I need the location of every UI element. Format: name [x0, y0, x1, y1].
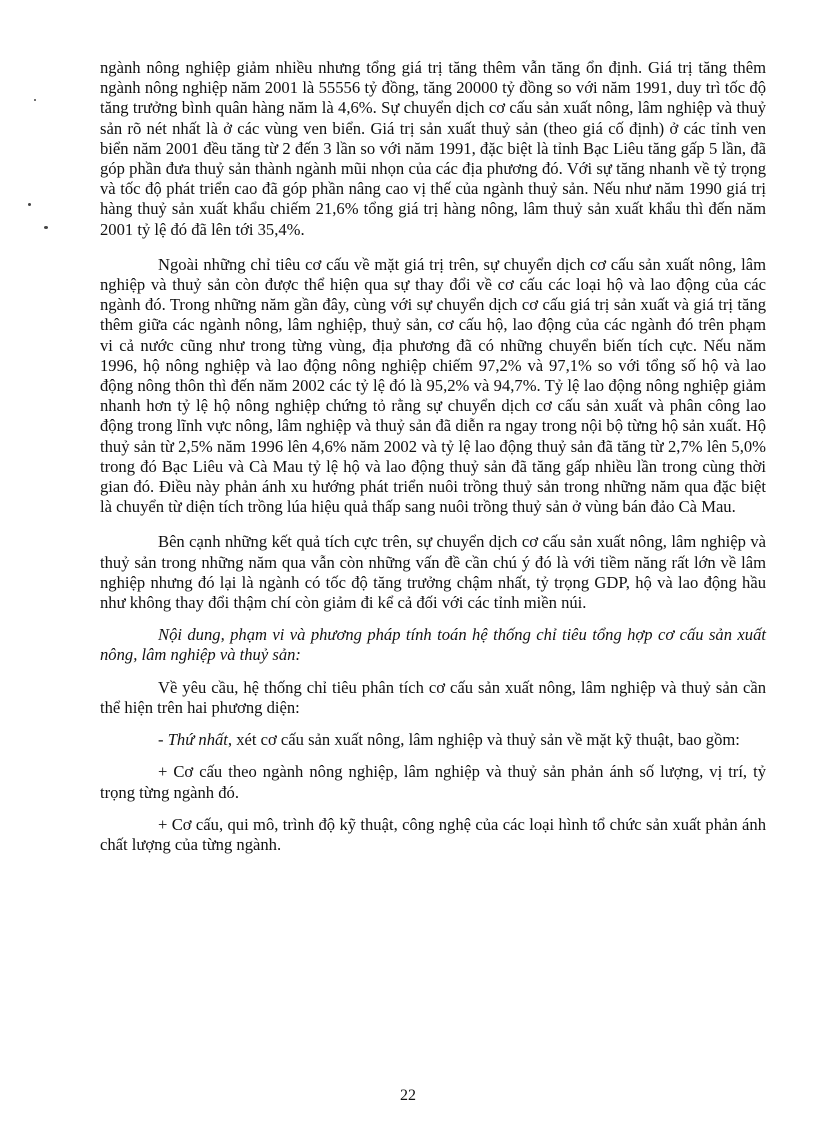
scan-speck: [44, 226, 48, 229]
page-number: 22: [400, 1087, 416, 1104]
scan-speck: [34, 99, 36, 101]
paragraph-6: [100, 730, 766, 750]
list-dash: -: [158, 730, 168, 750]
paragraph-3: Bên cạnh những kết quả tích cực trên, sự chuyển dịch cơ cấu sản xuất nông, lâm nghiệp và thuỷ sản trong những năm qua vẫn còn những vấn đề cần chú ý đó là với tiềm năng rất lớn về lâm nghiệp nhưng đó lại là ngành có tốc độ tăng trưởng chậm nhất, tỷ trọng GDP, hộ và lao động hầu như không thay đổi thậm chí còn giảm đi kể cả đối với các tỉnh miền núi.: [100, 532, 766, 613]
section-heading: Nội dung, phạm vi và phương pháp tính toán hệ thống chỉ tiêu tổng hợp cơ cấu sản xuất nông, lâm nghiệp và thuỷ sản:: [100, 625, 766, 665]
first-point-label: Thứ nhất: [167, 730, 228, 750]
paragraph-2: Ngoài những chỉ tiêu cơ cấu về mặt giá trị trên, sự chuyển dịch cơ cấu sản xuất nông, lâm nghiệp và thuỷ sản còn được thể hiện qua sự thay đổi về cơ cấu các loại hộ và lao động của các ngành đó. Trong những năm gần đây, cùng với sự chuyển dịch cơ cấu giá trị sản xuất và giá trị tăng thêm giữa các ngành nông, lâm nghiệp, thuỷ sản, cơ cấu hộ, lao động của các ngành đó trên phạm vi cả nước cũng như trong từng vùng, địa phương đã có những chuyển biến tích cực. Nếu năm 1996, hộ nông nghiệp và lao động nông nghiệp chiếm 97,2% và 97,1% so với tổng số hộ và lao động nông thôn thì đến năm 2002 các tỷ lệ đó là 95,2% và 94,7%. Tỷ lệ lao động nông nghiệp giảm nhanh hơn tỷ lệ hộ nông nghiệp chứng tỏ rằng sự chuyển dịch cơ cấu sản xuất và phân công lao động trong lĩnh vực nông, lâm nghiệp và thuỷ sản đã diễn ra ngay trong nội bộ từng hộ sản xuất. Hộ thuỷ sản từ 2,5% năm 1996 lên 4,6% năm 2002 và tỷ lệ lao động thuỷ sản đã tăng từ 2,7% lên 5,0% trong đó Bạc Liêu và Cà Mau tỷ lệ hộ và lao động thuỷ sản đã tăng gấp nhiều lần trong cùng thời gian đó. Điều này phản ánh xu hướng phát triển nuôi trồng thuỷ sản trong những năm qua đặc biệt là chuyển từ diện tích trồng lúa hiệu quả thấp sang nuôi trồng thuỷ sản ở vùng bán đảo Cà Mau.: [100, 254, 766, 517]
first-point-text: , xét cơ cấu sản xuất nông, lâm nghiệp và thuỷ sản về mặt kỹ thuật, bao gồm:: [227, 730, 740, 750]
paragraph-1: ngành nông nghiệp giảm nhiều nhưng tổng giá trị tăng thêm vẫn tăng ổn định. Giá trị tăng thêm ngành nông nghiệp năm 2001 là 55556 tỷ đồng, tăng 20000 tỷ đồng so với năm 1991, duy trì tốc độ tăng trưởng bình quân hàng năm là 4,6%. Sự chuyển dịch cơ cấu sản xuất nông, lâm nghiệp và thuỷ sản rõ nét nhất là ở các vùng ven biển. Giá trị sản xuất thuỷ sản (theo giá cố định) ở các tỉnh ven biển năm 2001 đều tăng từ 2 đến 3 lần so với năm 1991, đặc biệt là tỉnh Bạc Liêu tăng gấp 5 lần, đã góp phần đưa thuỷ sản thành ngành mũi nhọn của các địa phương đó. Với sự tăng nhanh về tỷ trọng và tốc độ phát triển cao đã góp phần nâng cao vị thế của ngành thuỷ sản. Nếu như năm 1990 giá trị hàng thuỷ sản xuất khẩu chiếm 21,6% tổng giá trị hàng nông, lâm thuỷ sản xuất khẩu thì đến năm 2001 tỷ lệ đó đã lên tới 35,4%.: [100, 58, 766, 239]
paragraph-8: + Cơ cấu, qui mô, trình độ kỹ thuật, công nghệ của các loại hình tổ chức sản xuất phản ánh chất lượng của từng ngành.: [100, 814, 766, 854]
scan-speck: [28, 203, 31, 206]
paragraph-5: Về yêu cầu, hệ thống chỉ tiêu phân tích cơ cấu sản xuất nông, lâm nghiệp và thuỷ sản cần thể hiện trên hai phương diện:: [100, 677, 766, 717]
paragraph-7: + Cơ cấu theo ngành nông nghiệp, lâm nghiệp và thuỷ sản phản ánh số lượng, vị trí, tỷ trọng từng ngành đó.: [100, 762, 766, 802]
document-body: [100, 58, 766, 855]
